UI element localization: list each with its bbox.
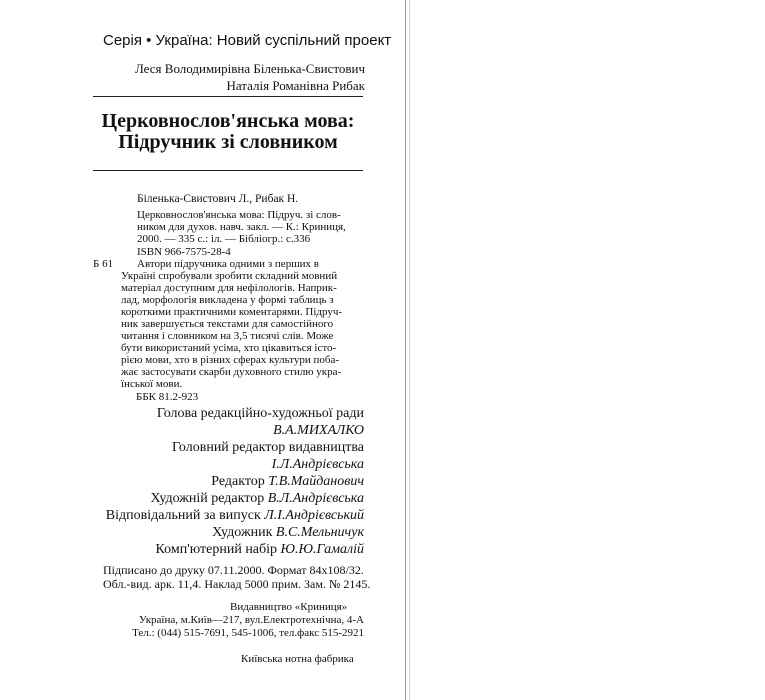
page-edge bbox=[405, 0, 406, 700]
author-line-1: Леся Володимирівна Біленька-Свистович bbox=[134, 61, 365, 76]
artist-name: В.С.Мельничук bbox=[275, 525, 364, 540]
responsible-name: Л.І.Андрієвський bbox=[264, 508, 364, 523]
annotation-line-5: короткими практичними коментарями. Підруч- bbox=[121, 306, 343, 318]
annotation-line-1: Автори підручника одними з перших в bbox=[137, 258, 319, 270]
responsible-label: Відповідальний за випуск bbox=[105, 508, 261, 523]
annotation-line-9: рією мови, хто в різних сферах культури пoба- bbox=[121, 354, 340, 366]
annotation-line-2: Україні спробували зробити складний мовний bbox=[121, 270, 338, 282]
print-info-line-2: Обл.-вид. арк. 11,4. Наклад 5000 прим. Зам. № 2145. bbox=[103, 577, 371, 591]
typesetting-line bbox=[155, 542, 364, 558]
editor-name: Т.В.Майданович bbox=[268, 474, 364, 489]
catalog-description-2: ником для духов. навч. закл. — К.: Криниця, bbox=[137, 221, 346, 233]
typesetting-label: Комп'ютерний набір bbox=[155, 542, 278, 557]
artist-label: Художник bbox=[212, 525, 273, 540]
chief-editor-name: І.Л.Андрієвська bbox=[271, 457, 364, 472]
annotation-line-11: їнської мови. bbox=[121, 378, 183, 390]
art-editor-line bbox=[150, 491, 364, 507]
annotation-line-6: ник завершується текстами для самостійного bbox=[121, 318, 334, 330]
art-editor-label: Художній редактор bbox=[150, 491, 265, 506]
catalog-bbk: ББК 81.2-923 bbox=[136, 391, 199, 403]
bottom-rule bbox=[93, 170, 363, 171]
catalog-description-1: Церковнослов'янська мова: Підруч. зі слов- bbox=[137, 209, 341, 221]
catalog-class-code: Б 61 bbox=[93, 258, 114, 270]
publisher-phones: Тел.: (044) 515-7691, 545-1006, тел.факс 515-2921 bbox=[132, 627, 364, 639]
title-line-2: Підручник зі словником bbox=[118, 131, 338, 153]
editor-label: Редактор bbox=[211, 474, 265, 489]
publisher-address: Україна, м.Київ—217, вул.Електротехнічна, 4-А bbox=[138, 614, 364, 626]
annotation-line-7: читання і словником на 3,5 тисячі слів. Може bbox=[121, 330, 334, 342]
council-head-label: Голова редакційно-художньої ради bbox=[156, 406, 364, 421]
print-info-line-1: Підписано до друку 07.11.2000. Формат 84x108/32. bbox=[103, 563, 364, 577]
annotation-line-3: матеріал доступним для нефілологів. Наприк- bbox=[121, 282, 337, 294]
annotation-line-4: лад, морфологія викладена у формі таблиць з bbox=[121, 294, 334, 306]
publisher-name: Видавництво «Криниця» bbox=[230, 601, 348, 613]
title-line-1: Церковнослов'янська мова: bbox=[101, 110, 355, 132]
author-line-2: Наталія Романівна Рибак bbox=[226, 78, 365, 93]
catalog-description-3: 2000. — 335 с.: іл. — Бібліогр.: с.336 bbox=[137, 233, 311, 245]
series-line: Серія • Україна: Новий суспільний проект bbox=[103, 32, 392, 49]
catalog-isbn: ISBN 966-7575-28-4 bbox=[137, 246, 231, 258]
page-edge-shadow bbox=[409, 0, 410, 700]
annotation-line-10: жає застосувати скарби духовного стилю укра- bbox=[121, 366, 342, 378]
chief-editor-label: Головний редактор видавництва bbox=[172, 440, 364, 455]
artist-line bbox=[212, 525, 364, 541]
editor-line bbox=[211, 474, 364, 490]
typesetting-name: Ю.Ю.Гамалій bbox=[280, 542, 364, 557]
responsible-line bbox=[106, 508, 364, 524]
top-rule bbox=[93, 96, 363, 97]
annotation-line-8: бути використаний усіма, хто цікавиться істо- bbox=[121, 342, 337, 354]
catalog-author: Біленька-Свистович Л., Рибак Н. bbox=[137, 193, 299, 205]
art-editor-name: В.Л.Андрієвська bbox=[267, 491, 364, 506]
printer-name: Київська нотна фабрика bbox=[241, 653, 354, 665]
council-head-name: В.А.МИХАЛКО bbox=[273, 423, 364, 438]
